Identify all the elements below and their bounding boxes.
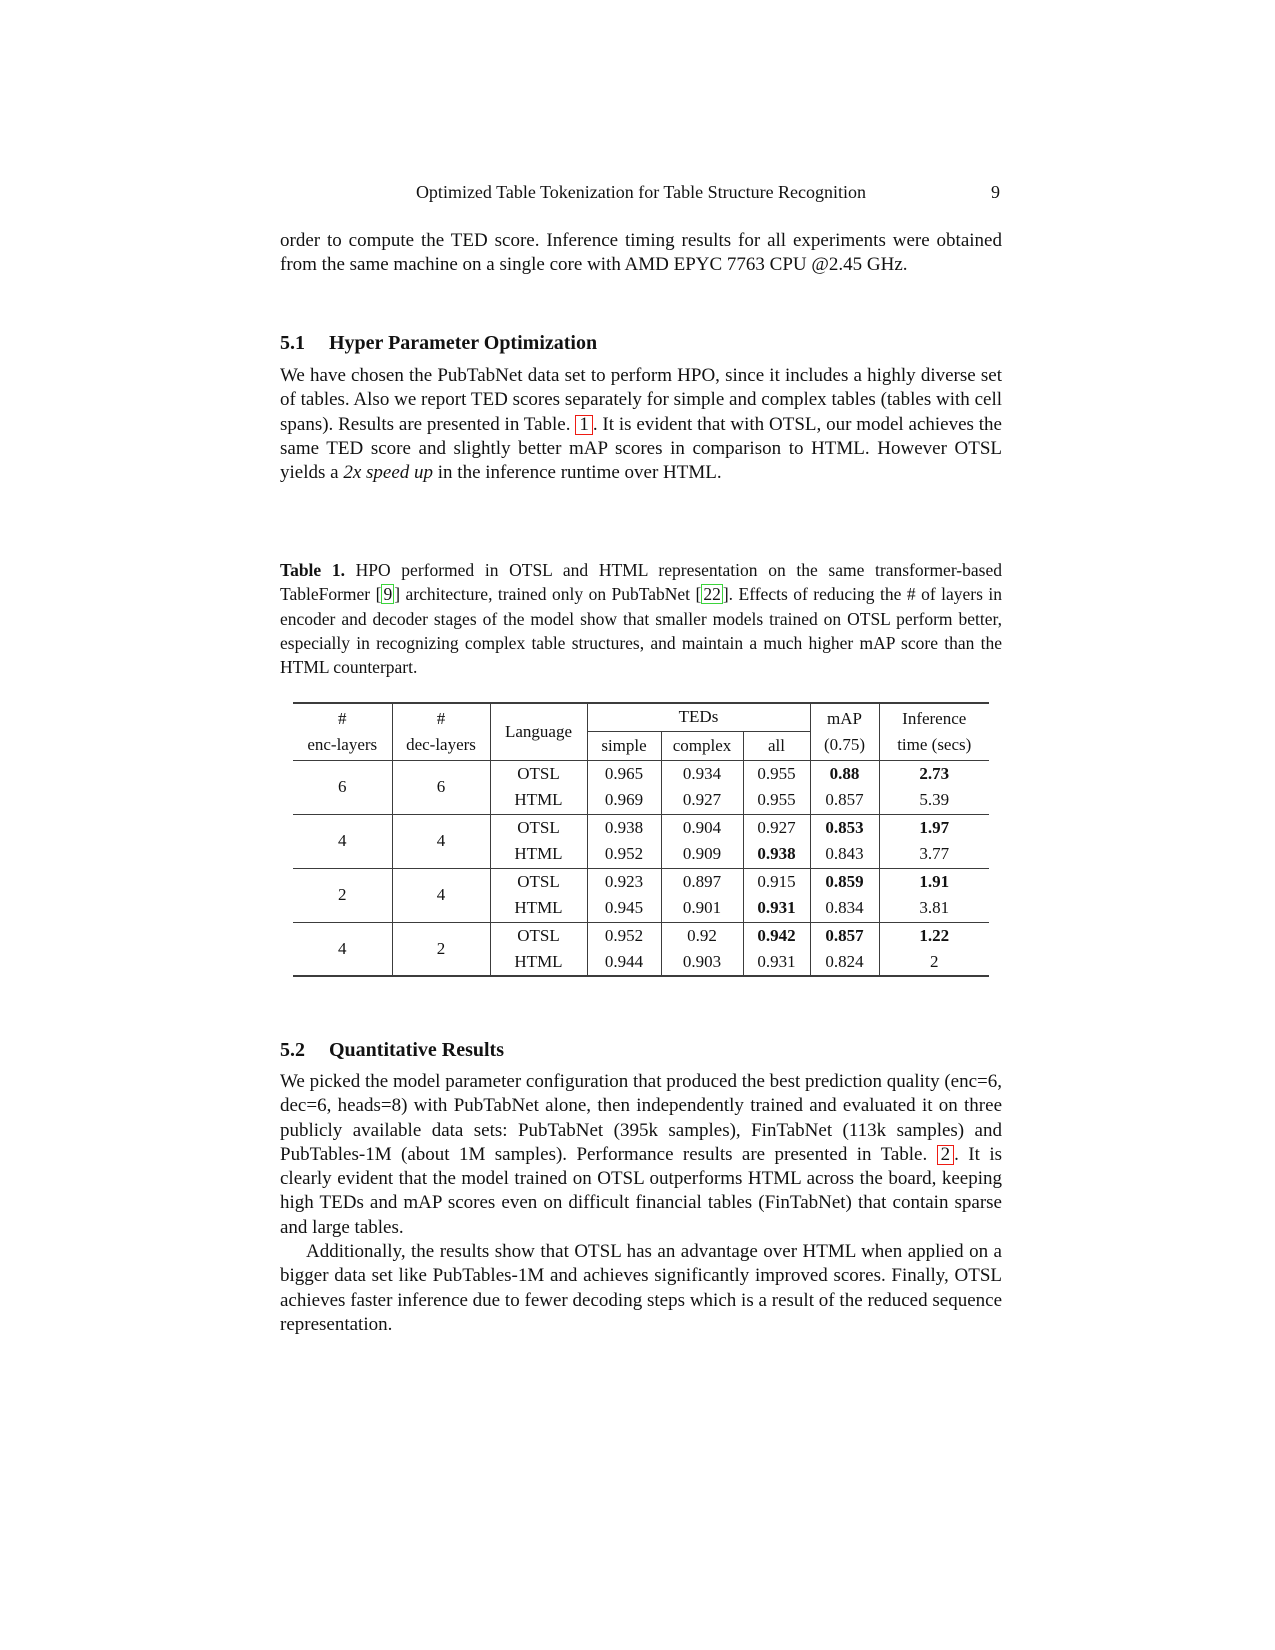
cell-enc-layers: 4 xyxy=(338,938,347,958)
section-number: 5.2 xyxy=(280,1039,305,1061)
cell-teds-all: 0.931 xyxy=(743,895,810,922)
cell-language: OTSL xyxy=(490,868,587,895)
cell-language: HTML xyxy=(490,841,587,868)
cell-teds-all: 0.927 xyxy=(743,814,810,841)
cell-teds-simple: 0.944 xyxy=(587,949,661,976)
cell-dec-layers: 4 xyxy=(392,868,490,922)
cell-teds-complex: 0.901 xyxy=(661,895,743,922)
cell-inference-time: 1.91 xyxy=(879,868,989,895)
cell-inference-time: 3.81 xyxy=(879,895,989,922)
column-header-simple: simple xyxy=(587,731,661,760)
cell-map: 0.853 xyxy=(810,814,879,841)
cell-teds-all: 0.955 xyxy=(743,787,810,814)
caption-text: ] architecture, trained only on PubTabNet [ xyxy=(394,584,702,605)
emphasized-text: 2x speed up xyxy=(343,462,434,484)
table-caption-label: Table 1. xyxy=(280,560,345,580)
section-5-2-paragraphs xyxy=(280,1070,1002,1337)
cell-language: OTSL xyxy=(490,922,587,949)
cell-map: 0.857 xyxy=(810,922,879,949)
cell-teds-simple: 0.938 xyxy=(587,814,661,841)
cell-enc-layers: 6 xyxy=(293,760,392,814)
column-header-complex: complex xyxy=(661,731,743,760)
cell-teds-complex: 0.92 xyxy=(661,922,743,949)
paragraph-text: Additionally, the results show that OTSL has an advantage over HTML when applied on a bigger data set like PubTables-1M and achieves significantly improved scores. Finally, OTSL achieves faster inference due to fewer decoding steps which is a result of the reduced sequence representation. xyxy=(280,1241,1002,1335)
section-title: Quantitative Results xyxy=(329,1039,504,1061)
cell-map: 0.824 xyxy=(810,949,879,976)
cell-language: HTML xyxy=(490,949,587,976)
column-header-inference-time: Inference time (secs) xyxy=(879,703,989,760)
section-heading-5-1 xyxy=(280,331,1002,355)
cell-language: HTML xyxy=(490,895,587,922)
cell-teds-simple: 0.965 xyxy=(587,760,661,787)
column-header-enc-layers: # enc-layers xyxy=(293,703,392,760)
cell-teds-complex: 0.934 xyxy=(661,760,743,787)
citation-link-22[interactable]: 22 xyxy=(703,584,721,605)
section-title: Hyper Parameter Optimization xyxy=(329,332,598,354)
cell-teds-simple: 0.952 xyxy=(587,841,661,868)
cell-map: 0.859 xyxy=(810,868,879,895)
intro-paragraph-text: order to compute the TED score. Inference timing results for all experiments were obtained from the same machine on a single core with AMD EPYC 7763 CPU @2.45 GHz. xyxy=(280,230,1002,276)
column-header-teds: TEDs xyxy=(587,703,810,731)
table-reference-link[interactable]: 1 xyxy=(575,415,593,435)
cell-map: 0.843 xyxy=(810,841,879,868)
cell-inference-time: 2.73 xyxy=(879,760,989,787)
cell-teds-simple: 0.923 xyxy=(587,868,661,895)
cell-language: OTSL xyxy=(490,760,587,787)
running-head xyxy=(280,181,1002,203)
results-table xyxy=(293,702,989,977)
intro-paragraph xyxy=(280,229,1002,278)
caption-text: HPO performed in OTSL and HTML representation on the same transformer-based TableFormer [ xyxy=(280,560,1002,605)
cell-enc-layers: 2 xyxy=(293,868,392,922)
cell-map: 0.834 xyxy=(810,895,879,922)
cell-teds-all: 0.938 xyxy=(743,841,810,868)
paragraph-text: We have chosen the PubTabNet data set to perform HPO, since it includes a highly diverse set of tables. Also we report TED scores separately for simple and complex tables (tables with cell spans). Results are presented in Table. xyxy=(280,365,1002,435)
cell-teds-complex: 0.897 xyxy=(661,868,743,895)
cell-teds-all: 0.942 xyxy=(743,922,810,949)
cell-dec-layers: 2 xyxy=(392,922,490,976)
citation-link-9[interactable]: 9 xyxy=(383,584,393,605)
cell-inference-time: 3.77 xyxy=(879,841,989,868)
cell-language: HTML xyxy=(490,787,587,814)
cell-teds-all: 0.955 xyxy=(743,760,810,787)
table-caption xyxy=(280,558,1002,679)
cell-teds-simple: 0.969 xyxy=(587,787,661,814)
cell-language: OTSL xyxy=(490,814,587,841)
cell-dec-layers: 6 xyxy=(392,760,490,814)
column-header-map: mAP (0.75) xyxy=(810,703,879,760)
paragraph-text: We picked the model parameter configuration that produced the best prediction quality (enc=6, dec=6, heads=8) with PubTabNet alone, then independently trained and evaluated it on three publicly available data sets: PubTabNet (395k samples), FinTabNet (113k samples) and PubTables-1M (about 1M samples). Performance results are presented in Table. xyxy=(280,1071,1002,1165)
cell-teds-complex: 0.909 xyxy=(661,841,743,868)
cell-map: 0.88 xyxy=(810,760,879,787)
cell-inference-time: 5.39 xyxy=(879,787,989,814)
cell-inference-time: 1.22 xyxy=(879,922,989,949)
cell-teds-simple: 0.945 xyxy=(587,895,661,922)
paragraph xyxy=(280,1070,1002,1240)
paragraph-text: . It is evident that with OTSL, our model achieves the same TED score and slightly better mAP scores in comparison to HTML. However OTSL yields a xyxy=(280,413,1002,484)
paragraph-text: in the inference runtime over HTML. xyxy=(433,462,722,484)
cell-teds-all: 0.931 xyxy=(743,949,810,976)
caption-text: ]. Effects of reducing the # of layers in encoder and decoder stages of the model show that smaller models trained on OTSL perform better, especially in recognizing complex table structures, and maintain a much higher mAP score than the HTML counterpart. xyxy=(280,584,1002,678)
cell-enc-layers: 4 xyxy=(293,814,392,868)
column-header-all: all xyxy=(743,731,810,760)
running-head-title: Optimized Table Tokenization for Table Structure Recognition xyxy=(415,182,867,202)
paragraph xyxy=(280,1240,1002,1337)
cell-dec-layers: 4 xyxy=(392,814,490,868)
cell-teds-complex: 0.904 xyxy=(661,814,743,841)
table-reference-link[interactable]: 2 xyxy=(937,1145,955,1165)
cell-teds-complex: 0.927 xyxy=(661,787,743,814)
page-number: 9 xyxy=(991,182,1000,202)
section-5-1-paragraph xyxy=(280,364,1002,485)
paragraph-text: . It is clearly evident that the model trained on OTSL outperforms HTML across the board, keeping high TEDs and mAP scores even on difficult financial tables (FinTabNet) that contain sparse and large tables. xyxy=(280,1143,1002,1238)
cell-teds-complex: 0.903 xyxy=(661,949,743,976)
column-header-dec-layers: # dec-layers xyxy=(392,703,490,760)
cell-inference-time: 1.97 xyxy=(879,814,989,841)
cell-teds-all: 0.915 xyxy=(743,868,810,895)
section-number: 5.1 xyxy=(280,332,305,354)
cell-inference-time: 2 xyxy=(879,949,989,976)
cell-map: 0.857 xyxy=(810,787,879,814)
section-heading-5-2 xyxy=(280,1038,1002,1062)
column-header-language: Language xyxy=(490,703,587,760)
cell-teds-simple: 0.952 xyxy=(587,922,661,949)
